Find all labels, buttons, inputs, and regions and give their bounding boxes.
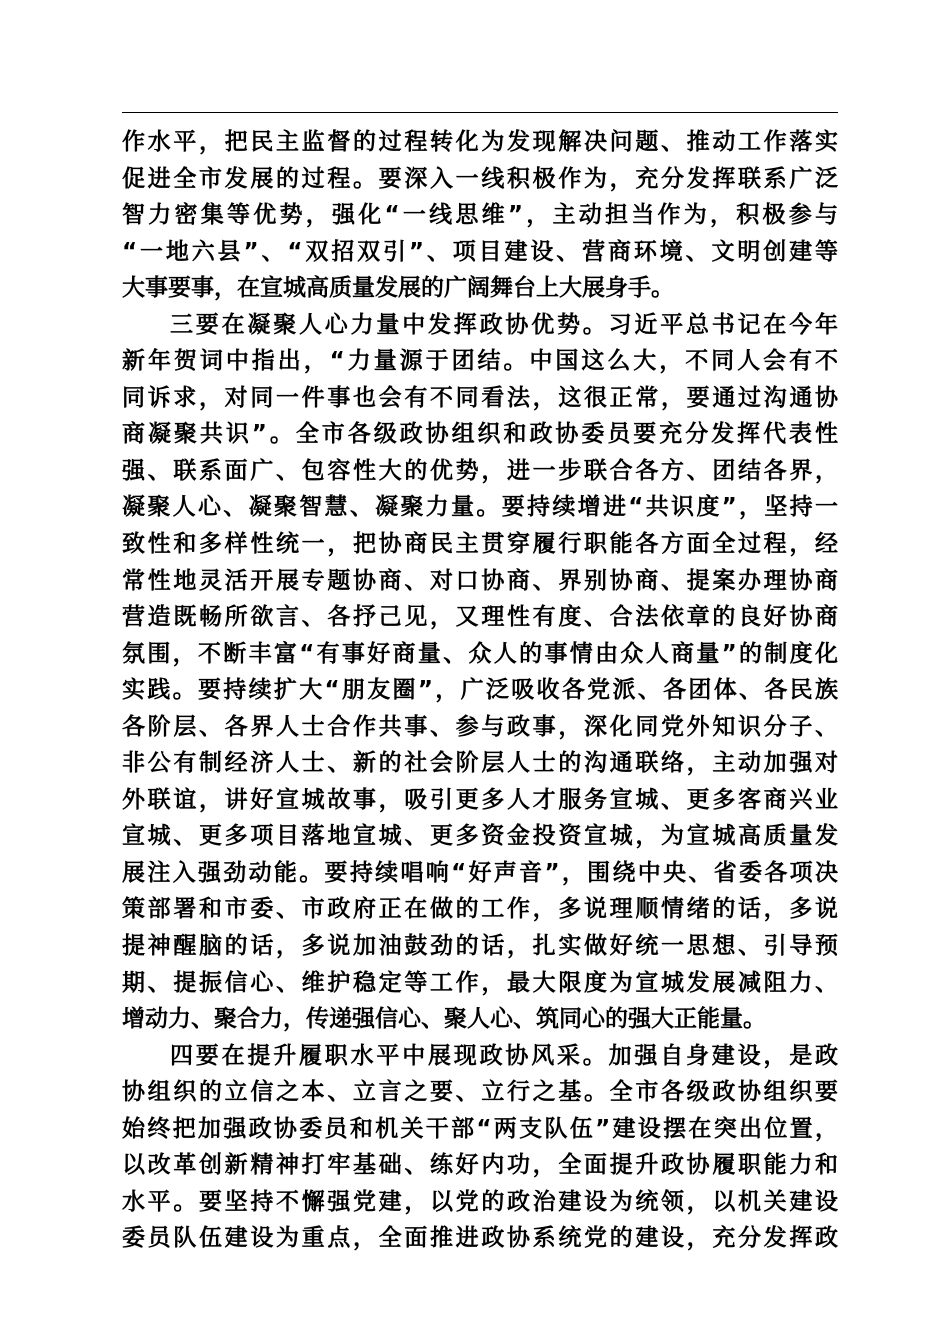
text-line: 策部署和市委、市政府正在做的工作，多说理顺情绪的话，多说 xyxy=(122,896,838,923)
text-line: 作水平，把民主监督的过程转化为发现解决问题、推动工作落实 xyxy=(122,129,838,155)
text-line: 新年贺词中指出，“力量源于团结。中国这么大，不同人会有不 xyxy=(122,348,838,375)
text-line: 商凝聚共识”。全市各级政协组织和政协委员要充分发挥代表性 xyxy=(122,421,838,448)
text-line: 水平。要坚持不懈强党建，以党的政治建设为统领，以机关建设 xyxy=(122,1188,838,1215)
text-line: 外联谊，讲好宣城故事，吸引更多人才服务宣城、更多客商兴业 xyxy=(122,786,838,813)
text-line: 展注入强劲动能。要持续唱响“好声音”，围绕中央、省委各项决 xyxy=(122,859,838,886)
paragraph-start-line: 四要在提升履职水平中展现政协风采。加强自身建设，是政 xyxy=(170,1042,838,1069)
text-line: 提神醒脑的话，多说加油鼓劲的话，扎实做好统一思想、引导预 xyxy=(122,933,838,960)
text-line: 同诉求，对同一件事也会有不同看法，这很正常，要通过沟通协 xyxy=(122,384,838,411)
text-line: 智力密集等优势，强化“一线思维”，主动担当作为，积极参与 xyxy=(122,202,838,229)
text-line: 各阶层、各界人士合作共事、参与政事，深化同党外知识分子、 xyxy=(122,713,838,740)
text-line: 协组织的立信之本、立言之要、立行之基。全市各级政协组织要 xyxy=(122,1079,838,1106)
text-line: “一地六县”、“双招双引”、项目建设、营商环境、文明创建等 xyxy=(122,238,838,265)
text-line: 氛围，不断丰富“有事好商量、众人的事情由众人商量”的制度化 xyxy=(122,640,838,667)
document-body xyxy=(122,124,838,1257)
text-line: 增动力、聚合力，传递强信心、聚人心、筑同心的强大正能量。 xyxy=(122,1006,766,1033)
header-rule xyxy=(122,112,838,113)
text-line: 以改革创新精神打牢基础、练好内功，全面提升政协履职能力和 xyxy=(122,1152,838,1179)
text-line: 期、提振信心、维护稳定等工作，最大限度为宣城发展减阻力、 xyxy=(122,969,838,996)
text-line: 始终把加强政协委员和机关干部“两支队伍”建设摆在突出位置， xyxy=(122,1115,838,1142)
text-line: 凝聚人心、凝聚智慧、凝聚力量。要持续增进“共识度”，坚持一 xyxy=(122,494,838,521)
text-line: 非公有制经济人士、新的社会阶层人士的沟通联络，主动加强对 xyxy=(122,750,838,777)
text-line: 实践。要持续扩大“朋友圈”，广泛吸收各党派、各团体、各民族 xyxy=(122,677,838,704)
text-line: 强、联系面广、包容性大的优势，进一步联合各方、团结各界， xyxy=(122,457,838,484)
text-line: 致性和多样性统一，把协商民主贯穿履行职能各方面全过程，经 xyxy=(122,531,838,558)
text-line: 营造既畅所欲言、各抒己见，又理性有度、合法依章的良好协商 xyxy=(122,604,838,631)
text-line: 常性地灵活开展专题协商、对口协商、界别协商、提案办理协商 xyxy=(122,567,838,594)
text-line: 促进全市发展的过程。要深入一线积极作为，充分发挥联系广泛 xyxy=(122,165,838,192)
text-line: 大事要事，在宣城高质量发展的广阔舞台上大展身手。 xyxy=(122,275,674,302)
paragraph-start-line: 三要在凝聚人心力量中发挥政协优势。习近平总书记在今年 xyxy=(170,311,838,338)
text-line: 委员队伍建设为重点，全面推进政协系统党的建设，充分发挥政 xyxy=(122,1225,838,1252)
text-line: 宣城、更多项目落地宣城、更多资金投资宣城，为宣城高质量发 xyxy=(122,823,838,850)
